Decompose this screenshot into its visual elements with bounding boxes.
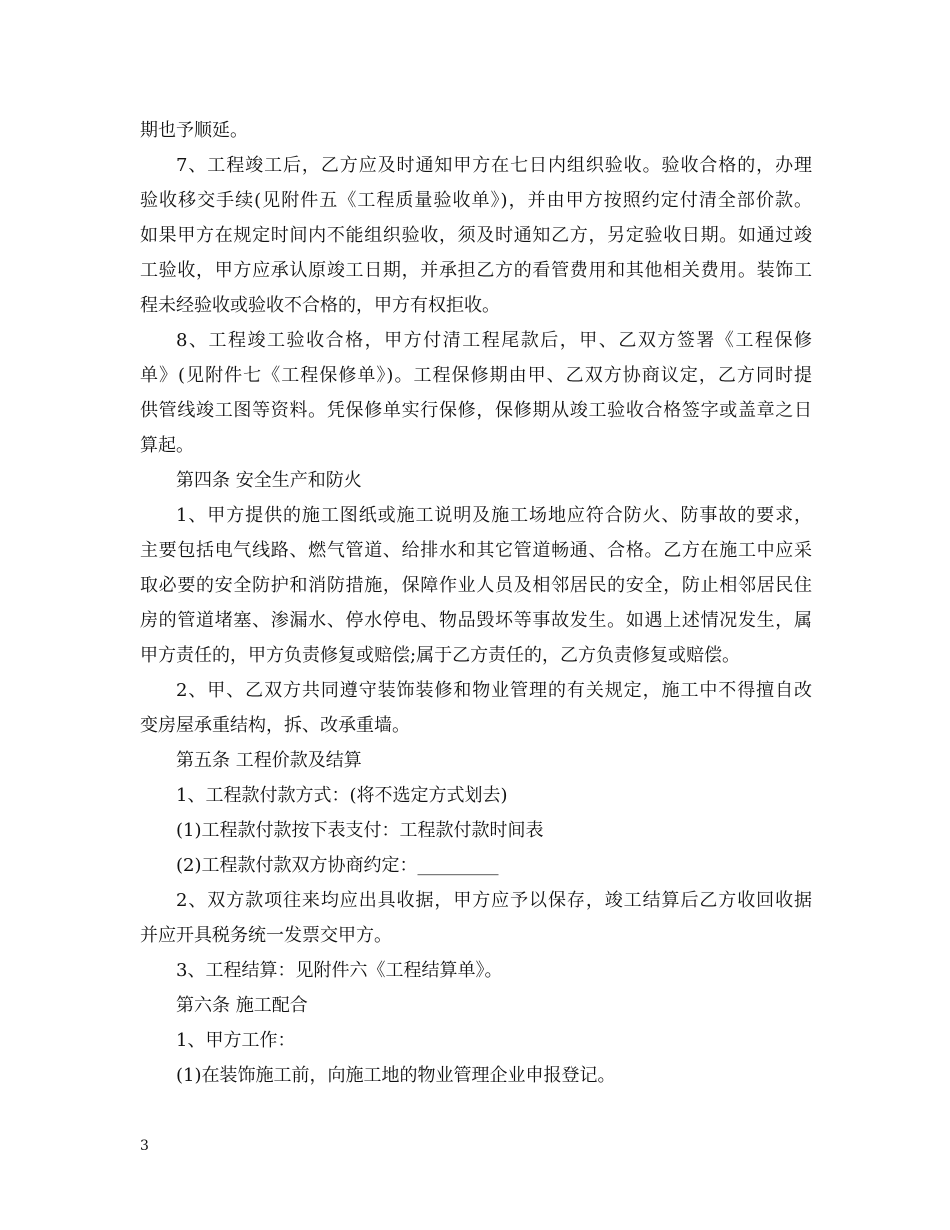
paragraph-line: 2、甲、乙双方共同遵守装饰装修和物业管理的有关规定，施工中不得擅自改 [176,680,812,701]
paragraph-line: 3、工程结算：见附件六《工程结算单》。 [176,960,503,981]
section-heading: 第五条 工程价款及结算 [176,750,362,771]
paragraph-line: 1、甲方提供的施工图纸或施工说明及施工场地应符合防火、防事故的要求， [176,505,812,526]
paragraph-line: 主要包括电气线路、燃气管道、给排水和其它管道畅通、合格。乙方在施工中应采 [140,540,812,561]
section-heading: 第四条 安全生产和防火 [176,470,362,491]
paragraph-line: 期也予顺延。 [140,120,248,141]
paragraph-line: 供管线竣工图等资料。凭保修单实行保修，保修期从竣工验收合格签字或盖章之日 [140,400,812,421]
paragraph-line: 单》(见附件七《工程保修单》)。工程保修期由甲、乙双方协商议定，乙方同时提 [140,365,812,386]
paragraph-line: 程未经验收或验收不合格的，甲方有权拒收。 [140,295,500,316]
section-heading: 第六条 施工配合 [176,995,308,1016]
page-number: 3 [140,1138,149,1154]
paragraph-line: 8、工程竣工验收合格，甲方付清工程尾款后，甲、乙双方签署《工程保修 [176,330,812,351]
paragraph-line: 甲方责任的，甲方负责修复或赔偿;属于乙方责任的，乙方负责修复或赔偿。 [140,645,741,666]
paragraph-line: (1)在装饰施工前，向施工地的物业管理企业申报登记。 [176,1065,616,1086]
paragraph-line: 工验收，甲方应承认原竣工日期，并承担乙方的看管费用和其他相关费用。装饰工 [140,260,812,281]
document-body [140,113,812,1093]
paragraph-line: 1、工程款付款方式：(将不选定方式划去) [176,785,508,806]
paragraph-line: (2)工程款付款双方协商约定：_________ [176,855,499,876]
paragraph-line: 取必要的安全防护和消防措施，保障作业人员及相邻居民的安全，防止相邻居民住 [140,575,812,596]
paragraph-line: 7、工程竣工后，乙方应及时通知甲方在七日内组织验收。验收合格的，办理 [176,155,812,176]
paragraph-line: 并应开具税务统一发票交甲方。 [140,925,392,946]
paragraph-line: 变房屋承重结构，拆、改承重墙。 [140,715,410,736]
paragraph-line: 1、甲方工作： [176,1030,296,1051]
paragraph-line: 2、双方款项往来均应出具收据，甲方应予以保存，竣工结算后乙方收回收据 [176,890,812,911]
paragraph-line: 验收移交手续(见附件五《工程质量验收单》)，并由甲方按照约定付清全部价款。 [140,190,812,211]
paragraph-line: 如果甲方在规定时间内不能组织验收，须及时通知乙方，另定验收日期。如通过竣 [140,225,812,246]
paragraph-line: (1)工程款付款按下表支付：工程款付款时间表 [176,820,544,841]
paragraph-line: 算起。 [140,435,194,456]
paragraph-line: 房的管道堵塞、渗漏水、停水停电、物品毁坏等事故发生。如遇上述情况发生，属 [140,610,812,631]
